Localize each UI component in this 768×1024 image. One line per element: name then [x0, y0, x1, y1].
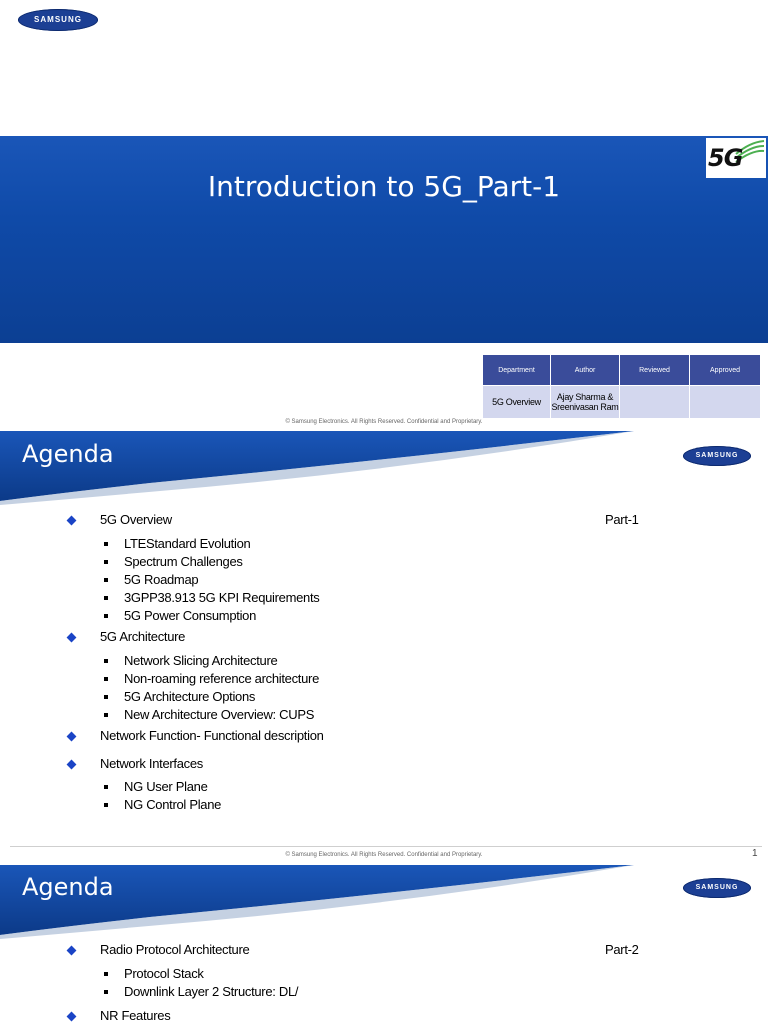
title-band: [0, 136, 768, 343]
document-info-table: [482, 354, 761, 419]
square-bullet-icon: [104, 659, 108, 663]
agenda-subitem: 5G Architecture Options: [124, 689, 256, 704]
table-header-department: Department: [483, 355, 551, 386]
logo-5g-text: 5G: [708, 144, 743, 172]
agenda-item: Network Function- Functional description: [100, 728, 324, 743]
logo-5g-icon: [706, 138, 766, 178]
diamond-bullet-icon: [67, 633, 77, 643]
agenda-item: Radio Protocol Architecture: [100, 942, 250, 957]
agenda-subitem: Downlink Layer 2 Structure: DL/: [124, 984, 299, 999]
square-bullet-icon: [104, 677, 108, 681]
agenda-subitem: Non-roaming reference architecture: [124, 671, 320, 686]
slide-divider: [10, 846, 762, 847]
square-bullet-icon: [104, 542, 108, 546]
part-label: Part-1: [605, 512, 639, 527]
agenda-subitem: NG User Plane: [124, 779, 208, 794]
square-bullet-icon: [104, 695, 108, 699]
diamond-bullet-icon: [67, 516, 77, 526]
table-header-author: Author: [551, 355, 620, 386]
square-bullet-icon: [104, 803, 108, 807]
square-bullet-icon: [104, 614, 108, 618]
diamond-bullet-icon: [67, 732, 77, 742]
agenda-item: 5G Architecture: [100, 629, 186, 644]
agenda-subitem: 5G Roadmap: [124, 572, 199, 587]
square-bullet-icon: [104, 596, 108, 600]
agenda-header: [0, 431, 768, 503]
table-cell-department: 5G Overview: [483, 386, 551, 419]
agenda-subitem: 5G Power Consumption: [124, 608, 257, 623]
square-bullet-icon: [104, 560, 108, 564]
agenda-item: NR Features: [100, 1008, 171, 1023]
samsung-logo: SAMSUNG: [18, 9, 98, 31]
samsung-logo: SAMSUNG: [683, 446, 751, 466]
table-cell-reviewed: [620, 386, 690, 419]
agenda-subitem: Network Slicing Architecture: [124, 653, 278, 668]
table-cell-approved: [690, 386, 761, 419]
diamond-bullet-icon: [67, 1012, 77, 1022]
diamond-bullet-icon: [67, 760, 77, 770]
table-header-reviewed: Reviewed: [620, 355, 690, 386]
samsung-logo: SAMSUNG: [683, 878, 751, 898]
agenda-subitem: Spectrum Challenges: [124, 554, 243, 569]
agenda-header: [0, 865, 768, 937]
square-bullet-icon: [104, 990, 108, 994]
diamond-bullet-icon: [67, 946, 77, 956]
agenda-subitem: New Architecture Overview: CUPS: [124, 707, 315, 722]
footer-copyright: © Samsung Electronics. All Rights Reserved. Confidential and Proprietary.: [285, 852, 483, 858]
agenda-item: Network Interfaces: [100, 756, 203, 771]
agenda-item: 5G Overview: [100, 512, 172, 527]
agenda-title: Agenda: [22, 440, 114, 468]
part-label: Part-2: [605, 942, 639, 957]
square-bullet-icon: [104, 713, 108, 717]
table-header-approved: Approved: [690, 355, 761, 386]
agenda-subitem: 3GPP38.913 5G KPI Requirements: [124, 590, 320, 605]
agenda-subitem: Protocol Stack: [124, 966, 204, 981]
agenda-title: Agenda: [22, 873, 114, 901]
square-bullet-icon: [104, 785, 108, 789]
table-cell-author: Ajay Sharma & Sreenivasan Ram: [551, 386, 620, 419]
agenda-subitem: LTEStandard Evolution: [124, 536, 251, 551]
slide-title: Introduction to 5G_Part-1: [207, 170, 561, 203]
agenda-subitem: NG Control Plane: [124, 797, 222, 812]
page-number: 1: [752, 848, 758, 859]
square-bullet-icon: [104, 578, 108, 582]
square-bullet-icon: [104, 972, 108, 976]
footer-copyright: © Samsung Electronics. All Rights Reserved. Confidential and Proprietary.: [285, 419, 483, 425]
